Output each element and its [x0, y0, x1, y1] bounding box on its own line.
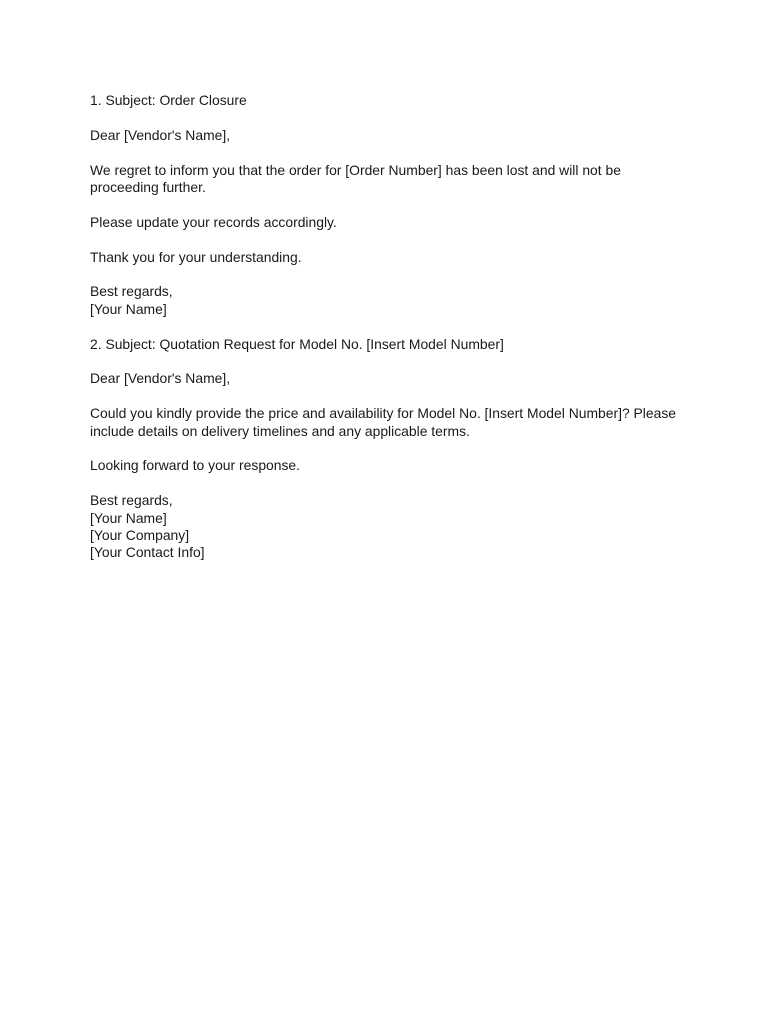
letter1-body: [90, 162, 690, 197]
letter1-signature-name: [Your Name]: [90, 300, 167, 317]
letter1-thanks: Thank you for your understanding.: [90, 248, 302, 265]
letter2-followup: Looking forward to your response.: [90, 457, 301, 474]
letter2-signature-contact: [Your Contact Info]: [90, 544, 205, 561]
letter-quotation-request: [90, 336, 690, 562]
letter1-body-line: proceeding further.: [90, 179, 206, 195]
letter1-request: Please update your records accordingly.: [90, 213, 337, 230]
letter2-closing: Best regards,: [90, 492, 173, 509]
letter2-signature-company: [Your Company]: [90, 527, 190, 543]
letter1-subject: 1. Subject: Order Closure: [90, 92, 247, 108]
letter1-signoff: [90, 283, 690, 318]
letter2-signoff: [90, 492, 690, 562]
letter1-greeting: Dear [Vendor's Name],: [90, 126, 231, 143]
letter2-signature-name: [Your Name]: [90, 509, 167, 526]
letter2-greeting: Dear [Vendor's Name],: [90, 370, 231, 387]
letter1-closing: Best regards,: [90, 283, 173, 300]
letter2-body-line: include details on delivery timelines and any applicable terms.: [90, 422, 470, 439]
letter2-subject: 2. Subject: Quotation Request for Model No. [Insert Model Number]: [90, 335, 504, 352]
letter2-body-line: Could you kindly provide the price and availability for Model No. [Insert Model Number]? Please: [90, 405, 677, 422]
letter2-body: [90, 405, 690, 440]
letter-order-closure: [90, 92, 690, 318]
document-body: [90, 92, 690, 579]
letter1-body-line: We regret to inform you that the order for [Order Number] has been lost and will not be: [90, 161, 621, 178]
